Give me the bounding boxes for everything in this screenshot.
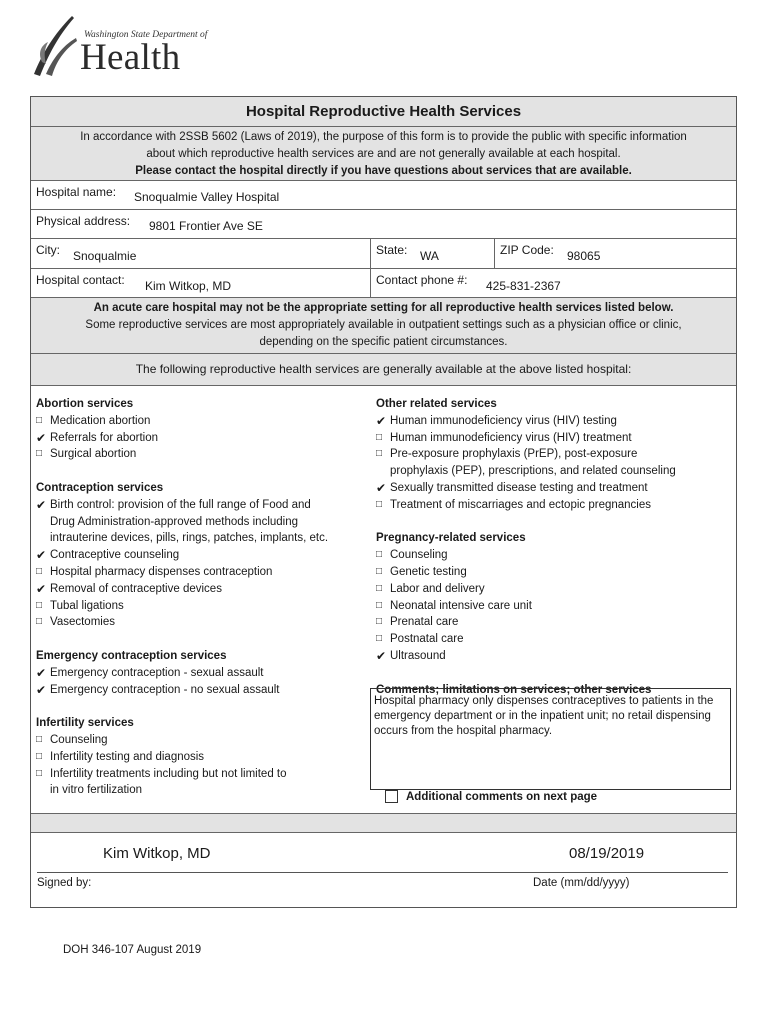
section-title: Contraception services — [36, 481, 164, 494]
service-item — [36, 446, 366, 463]
checkbox-icon[interactable]: □ — [376, 616, 383, 628]
section-title: Abortion services — [36, 398, 134, 410]
service-item — [376, 614, 732, 631]
checkbox-icon[interactable]: □ — [376, 633, 383, 645]
left-service-column — [36, 396, 366, 799]
org-word: Health — [80, 37, 181, 78]
service-item-text: Referrals for abortion — [50, 431, 159, 444]
gray-strip — [31, 813, 736, 833]
additional-comments — [385, 790, 597, 803]
checkbox-icon[interactable]: □ — [36, 414, 43, 426]
address-field[interactable]: 9801 Frontier Ave SE — [149, 219, 263, 233]
service-item-text: Sexually transmitted disease testing and treatment — [390, 481, 648, 494]
signed-by-label: Signed by: — [37, 877, 92, 889]
service-item — [376, 581, 732, 598]
checkbox-icon[interactable]: □ — [376, 448, 383, 460]
service-item — [376, 446, 732, 480]
service-item — [376, 564, 732, 581]
service-item — [36, 682, 366, 699]
additional-comments-label: Additional comments on next page — [406, 791, 598, 803]
checkbox-icon[interactable]: □ — [376, 582, 383, 594]
intro-line-2: about which reproductive health services are and are not generally available at each hospital. — [146, 148, 621, 160]
divider — [370, 269, 371, 297]
available-heading: The following reproductive health services are generally available at the above listed hospital: — [31, 354, 736, 386]
service-item-text: Counseling — [390, 549, 448, 562]
doh-logo — [32, 14, 208, 80]
checked-box-icon[interactable]: ✔ — [36, 665, 47, 680]
service-item-text: Emergency contraception - no sexual assault — [50, 683, 280, 696]
section-title: Emergency contraception services — [36, 649, 227, 662]
zip-field[interactable]: 98065 — [567, 249, 601, 263]
service-item — [36, 564, 366, 581]
comments-box[interactable]: Hospital pharmacy only dispenses contraceptives to patients in the emergency department or in the inpatient unit; no retail dispensing occurs from the hospital pharmacy. — [370, 688, 731, 790]
state-label: State: — [376, 243, 408, 257]
org-line: Washington State Department of — [84, 30, 208, 40]
checkbox-icon[interactable]: □ — [36, 565, 43, 577]
doh-logo-icon — [32, 14, 82, 80]
phone-label: Contact phone #: — [376, 273, 468, 287]
checkbox-icon[interactable]: □ — [376, 549, 383, 561]
section-title: Pregnancy-related services — [376, 532, 526, 545]
acute-bold: An acute care hospital may not be the appropriate setting for all reproductive health services listed below. — [93, 302, 674, 314]
service-item — [36, 413, 366, 430]
service-item-text: Treatment of miscarriages and ectopic pregnancies — [390, 498, 652, 511]
checked-box-icon[interactable]: ✔ — [36, 682, 47, 697]
service-item — [376, 480, 732, 497]
service-item — [376, 497, 732, 514]
address-label: Physical address: — [36, 214, 131, 228]
service-item — [376, 547, 732, 564]
checkbox-icon[interactable]: □ — [36, 448, 43, 460]
intro-line-1: In accordance with 2SSB 5602 (Laws of 2019), the purpose of this form is to provide the public with specific information — [80, 131, 687, 143]
service-item-text: Drug Administration-approved methods including — [50, 515, 299, 528]
checked-box-icon[interactable]: ✔ — [36, 581, 47, 596]
service-item — [376, 413, 732, 430]
service-item — [36, 581, 366, 598]
service-item — [376, 598, 732, 615]
acute-line-3: depending on the specific patient circumstances. — [259, 336, 508, 348]
contact-row — [31, 269, 736, 298]
service-item-text: Medication abortion — [50, 414, 151, 427]
service-item-text: Emergency contraception - sexual assault — [50, 666, 264, 679]
divider — [494, 239, 495, 268]
service-item-text: prophylaxis (PEP), prescriptions, and related counseling — [390, 465, 676, 478]
checked-box-icon[interactable]: ✔ — [36, 548, 47, 563]
service-item-text: Human immunodeficiency virus (HIV) treatment — [390, 431, 632, 444]
checkbox-icon[interactable]: □ — [36, 733, 43, 745]
checkbox-icon[interactable]: □ — [376, 498, 383, 510]
service-item — [36, 430, 366, 447]
service-item-text: Tubal ligations — [50, 599, 124, 612]
contact-field[interactable]: Kim Witkop, MD — [145, 279, 232, 293]
service-item-text: Genetic testing — [390, 565, 467, 578]
service-item-text: Pre-exposure prophylaxis (PrEP), post-exposure — [390, 448, 638, 461]
checked-box-icon[interactable]: ✔ — [36, 430, 47, 445]
section-title: Comments; limitations on services; other services — [376, 683, 652, 696]
contact-label: Hospital contact: — [36, 273, 125, 287]
hospital-name-label: Hospital name: — [36, 185, 117, 199]
service-item-text: in vitro fertilization — [50, 784, 143, 797]
checkbox-icon[interactable]: □ — [36, 599, 43, 611]
service-item-text: Removal of contraceptive devices — [50, 582, 222, 595]
service-item — [36, 497, 366, 547]
service-item-text: Postnatal care — [390, 633, 464, 646]
city-row — [31, 239, 736, 269]
section-title: Other related services — [376, 398, 497, 410]
checkbox-icon[interactable]: □ — [376, 599, 383, 611]
divider — [370, 239, 371, 268]
service-item-text: Prenatal care — [390, 616, 459, 629]
checked-box-icon[interactable]: ✔ — [376, 648, 387, 663]
acute-care-note — [31, 298, 736, 354]
service-item — [36, 598, 366, 615]
service-item — [36, 665, 366, 682]
service-item — [376, 430, 732, 447]
signer-name[interactable]: Kim Witkop, MD — [103, 845, 211, 862]
service-item-text: Contraceptive counseling — [50, 549, 180, 562]
section-title: Infertility services — [36, 717, 134, 730]
service-item-text: Infertility testing and diagnosis — [50, 750, 205, 763]
checked-box-icon[interactable]: ✔ — [36, 497, 47, 512]
checkbox-icon[interactable]: □ — [36, 750, 43, 762]
sign-date[interactable]: 08/19/2019 — [569, 845, 645, 862]
hospital-name-field[interactable]: Snoqualmie Valley Hospital — [134, 190, 280, 204]
service-item — [376, 631, 732, 648]
right-service-column — [376, 396, 732, 698]
city-label: City: — [36, 243, 60, 257]
reproductive-services-form — [30, 96, 737, 908]
service-item-text: Labor and delivery — [390, 582, 485, 595]
service-item-text: Neonatal intensive care unit — [390, 599, 532, 612]
form-title: Hospital Reproductive Health Services — [31, 97, 736, 127]
zip-label: ZIP Code: — [500, 243, 554, 257]
date-label: Date (mm/dd/yyyy) — [533, 877, 630, 889]
service-item — [36, 766, 366, 800]
service-item-text: Birth control: provision of the full range of Food and — [50, 498, 311, 511]
service-item — [36, 547, 366, 564]
checked-box-icon[interactable]: ✔ — [376, 480, 387, 495]
form-footer: DOH 346-107 August 2019 — [63, 944, 202, 956]
additional-comments-checkbox[interactable] — [385, 790, 398, 803]
phone-field[interactable]: 425-831-2367 — [486, 279, 561, 293]
service-item — [36, 732, 366, 749]
service-item-text: Infertility treatments including but not limited to — [50, 767, 287, 780]
service-item — [376, 648, 732, 665]
service-item — [36, 614, 366, 631]
signature-line — [37, 872, 728, 873]
city-field[interactable]: Snoqualmie — [73, 249, 137, 263]
intro-bold: Please contact the hospital directly if you have questions about services that are available. — [135, 165, 632, 177]
service-item — [36, 749, 366, 766]
service-item-text: Human immunodeficiency virus (HIV) testing — [390, 414, 617, 427]
checkbox-icon[interactable]: □ — [376, 565, 383, 577]
service-item-text: intrauterine devices, pills, rings, patches, implants, etc. — [50, 532, 329, 545]
checkbox-icon[interactable]: □ — [376, 431, 383, 443]
service-item-text: Ultrasound — [390, 649, 446, 662]
checkbox-icon[interactable]: □ — [36, 616, 43, 628]
checkbox-icon[interactable]: □ — [36, 767, 43, 779]
checked-box-icon[interactable]: ✔ — [376, 413, 387, 428]
service-item-text: Vasectomies — [50, 616, 115, 629]
service-item-text: Hospital pharmacy dispenses contraception — [50, 565, 273, 578]
service-item-text: Counseling — [50, 733, 108, 746]
acute-line-2: Some reproductive services are most appropriately available in outpatient settings such as a physician office or clinic, — [85, 319, 682, 331]
state-field[interactable]: WA — [420, 249, 439, 263]
service-item-text: Surgical abortion — [50, 448, 137, 461]
hospital-name-row — [31, 181, 736, 210]
address-row — [31, 210, 736, 239]
intro-text — [31, 127, 736, 181]
